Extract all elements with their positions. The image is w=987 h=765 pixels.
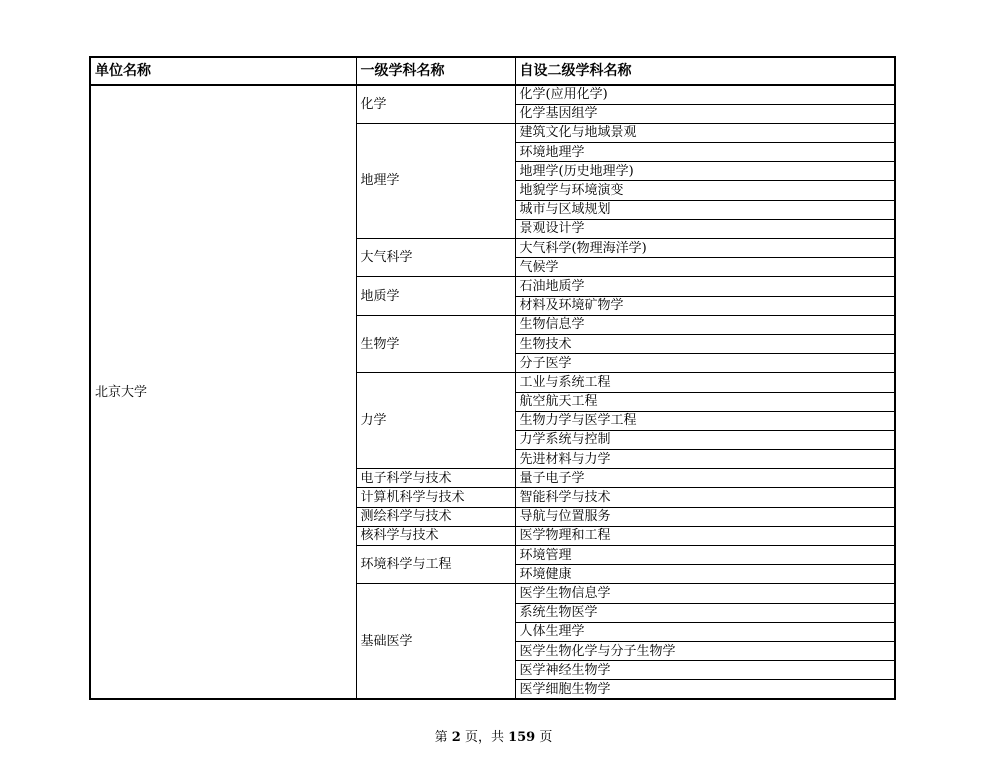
discipline-table: [89, 56, 896, 700]
secondary-discipline-cell: 环境管理: [515, 546, 895, 565]
table-header-row: [90, 57, 895, 85]
primary-discipline-cell: 测绘科学与技术: [356, 507, 515, 526]
primary-discipline-cell: 计算机科学与技术: [356, 488, 515, 507]
secondary-discipline-cell: 智能科学与技术: [515, 488, 895, 507]
secondary-discipline-cell: 化学基因组学: [515, 104, 895, 123]
secondary-discipline-cell: 生物力学与医学工程: [515, 411, 895, 430]
primary-discipline-cell: 地质学: [356, 277, 515, 315]
primary-discipline-cell: 基础医学: [356, 584, 515, 699]
secondary-discipline-cell: 工业与系统工程: [515, 373, 895, 392]
secondary-discipline-cell: 石油地质学: [515, 277, 895, 296]
primary-discipline-cell: 环境科学与工程: [356, 546, 515, 584]
secondary-discipline-cell: 生物技术: [515, 334, 895, 353]
secondary-discipline-cell: 景观设计学: [515, 219, 895, 238]
secondary-discipline-cell: 人体生理学: [515, 622, 895, 641]
footer-total-pages: 159: [508, 730, 536, 745]
header-unit-name: 单位名称: [90, 57, 356, 85]
secondary-discipline-cell: 力学系统与控制: [515, 430, 895, 449]
secondary-discipline-cell: 量子电子学: [515, 469, 895, 488]
header-secondary-discipline: 自设二级学科名称: [515, 57, 895, 85]
secondary-discipline-cell: 导航与位置服务: [515, 507, 895, 526]
footer-prefix: 第: [434, 730, 448, 745]
table-body: [90, 85, 895, 699]
secondary-discipline-cell: 建筑文化与地域景观: [515, 123, 895, 142]
unit-name-cell: 北京大学: [90, 85, 356, 699]
secondary-discipline-cell: 城市与区域规划: [515, 200, 895, 219]
secondary-discipline-cell: 医学生物化学与分子生物学: [515, 641, 895, 660]
primary-discipline-cell: 地理学: [356, 123, 515, 238]
secondary-discipline-cell: 环境健康: [515, 565, 895, 584]
primary-discipline-cell: 核科学与技术: [356, 526, 515, 545]
primary-discipline-cell: 生物学: [356, 315, 515, 373]
secondary-discipline-cell: 气候学: [515, 258, 895, 277]
secondary-discipline-cell: 医学神经生物学: [515, 661, 895, 680]
primary-discipline-cell: 力学: [356, 373, 515, 469]
secondary-discipline-cell: 材料及环境矿物学: [515, 296, 895, 315]
secondary-discipline-cell: 分子医学: [515, 354, 895, 373]
header-primary-discipline: 一级学科名称: [356, 57, 515, 85]
secondary-discipline-cell: 生物信息学: [515, 315, 895, 334]
secondary-discipline-cell: 大气科学(物理海洋学): [515, 239, 895, 258]
primary-discipline-cell: 电子科学与技术: [356, 469, 515, 488]
secondary-discipline-cell: 医学生物信息学: [515, 584, 895, 603]
secondary-discipline-cell: 地貌学与环境演变: [515, 181, 895, 200]
secondary-discipline-cell: 医学物理和工程: [515, 526, 895, 545]
secondary-discipline-cell: 航空航天工程: [515, 392, 895, 411]
footer-page-number: 2: [451, 730, 461, 745]
primary-discipline-cell: 大气科学: [356, 239, 515, 277]
secondary-discipline-cell: 化学(应用化学): [515, 85, 895, 104]
secondary-discipline-cell: 环境地理学: [515, 143, 895, 162]
primary-discipline-cell: 化学: [356, 85, 515, 123]
page-footer: [0, 726, 987, 745]
secondary-discipline-cell: 系统生物医学: [515, 603, 895, 622]
footer-suffix: 页: [539, 730, 553, 745]
table-row: [90, 85, 895, 104]
secondary-discipline-cell: 地理学(历史地理学): [515, 162, 895, 181]
footer-middle: 页，共: [464, 730, 504, 745]
secondary-discipline-cell: 医学细胞生物学: [515, 680, 895, 699]
secondary-discipline-cell: 先进材料与力学: [515, 450, 895, 469]
